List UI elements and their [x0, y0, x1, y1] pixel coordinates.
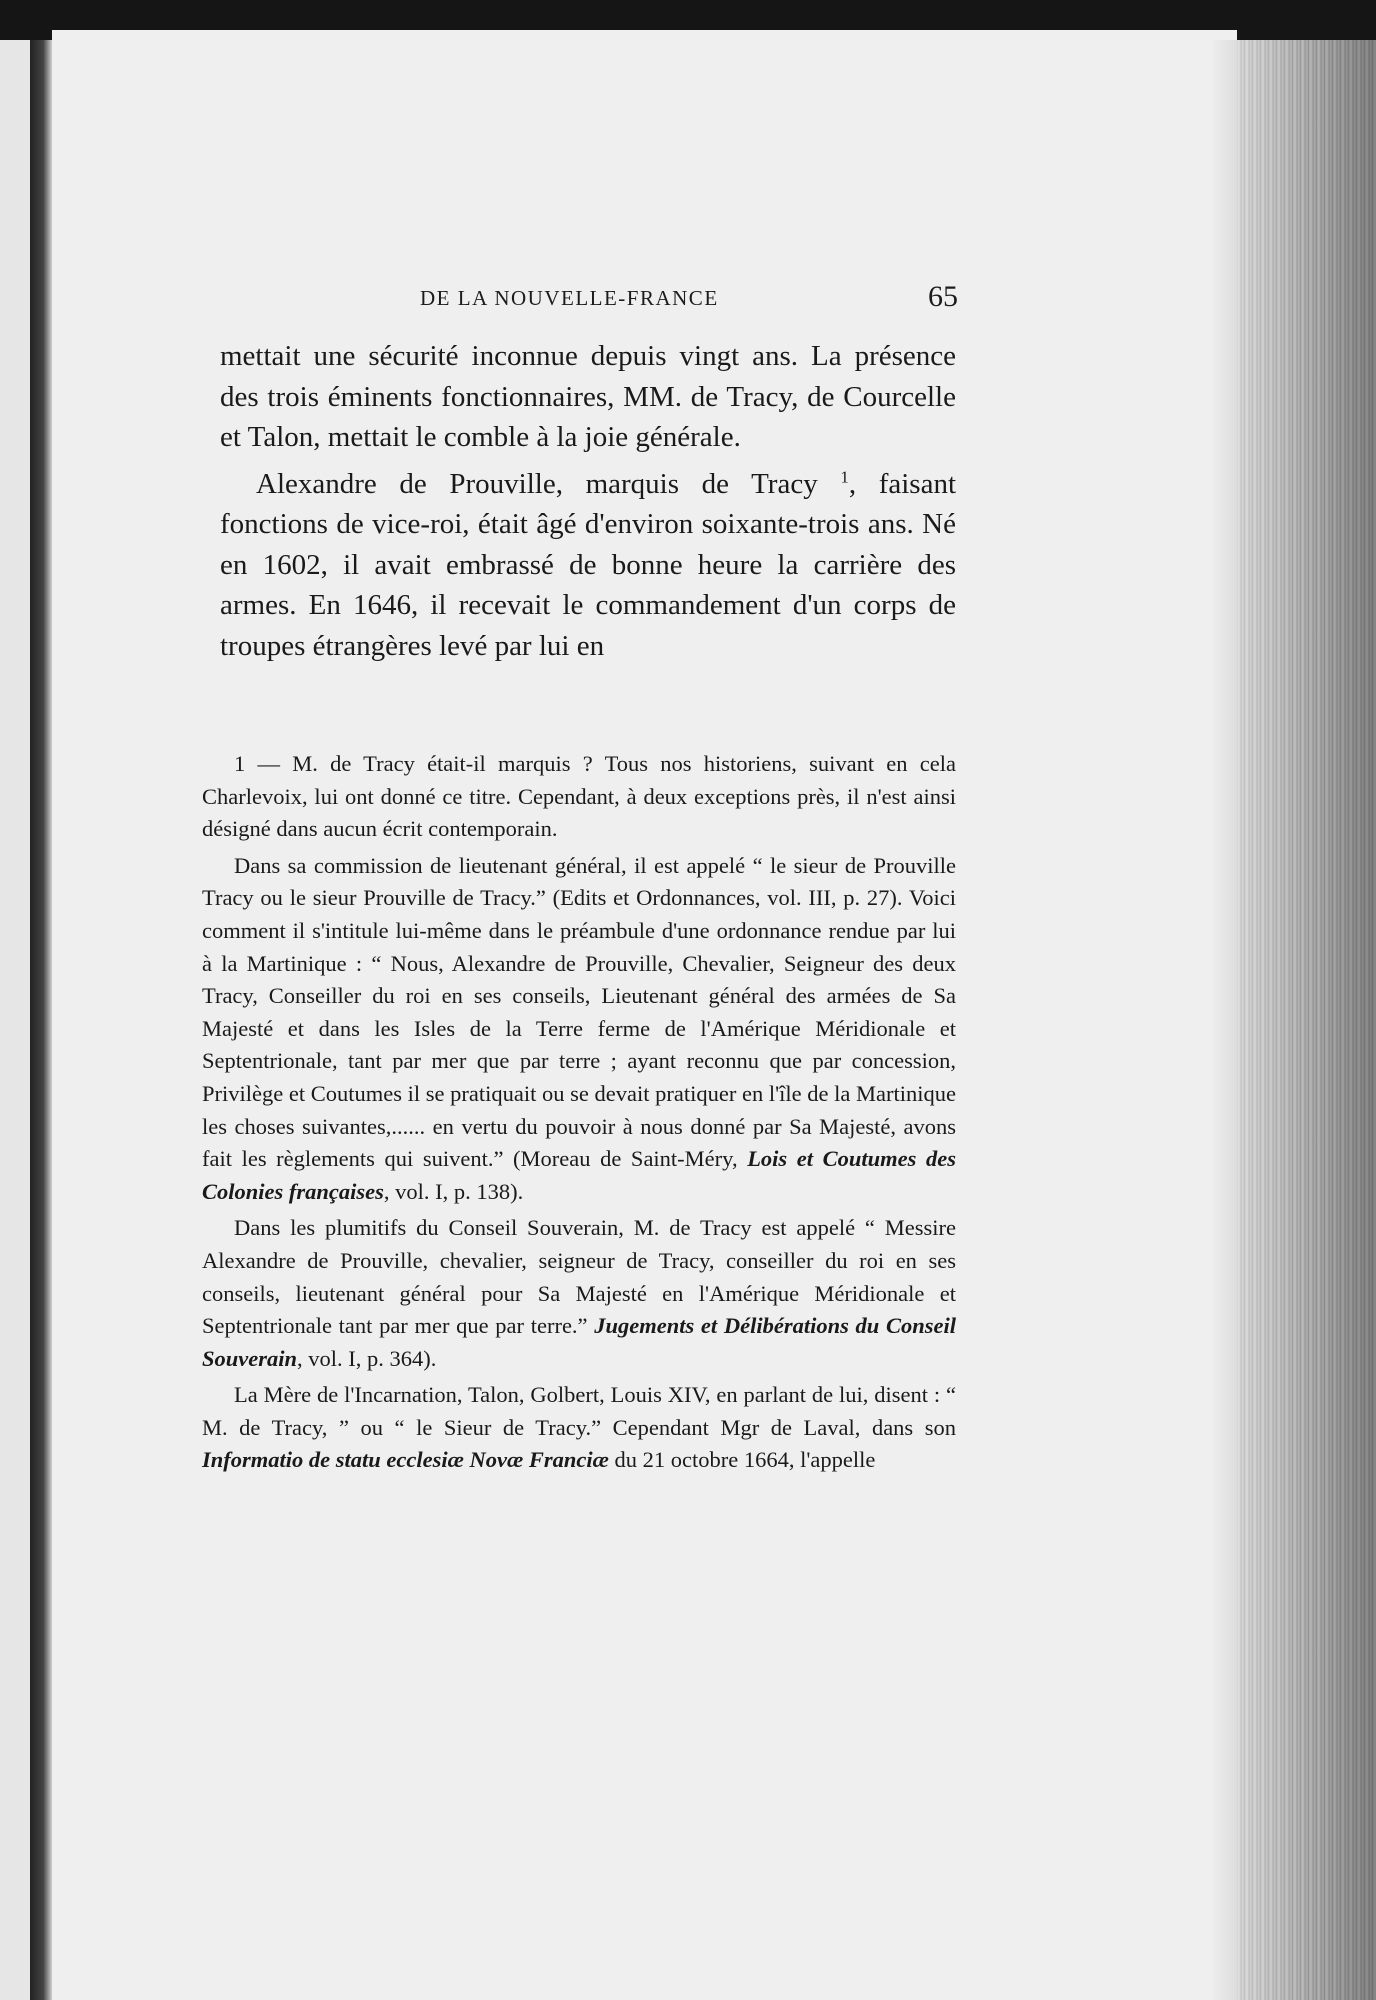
- footnote-2-title: Lois et Coutumes des Colonies françaises: [202, 1146, 956, 1204]
- footnote-3-title: Jugements et Délibérations du Conseil Souverain: [202, 1313, 956, 1371]
- paragraph-2: [220, 464, 956, 667]
- page-edge-shadow: [1210, 40, 1238, 2000]
- footnote-4-end: du 21 octobre 1664, l'appelle: [608, 1447, 876, 1473]
- page-block-shade: [1237, 40, 1376, 2000]
- footnote-1: 1 — M. de Tracy était-il marquis ? Tous nos historiens, suivant en cela Charlevoix, lui ont donné ce titre. Cependant, à deux exceptions près, il n'est ainsi désigné dans aucun écrit contemporain.: [202, 751, 956, 842]
- footnote-2: [202, 850, 956, 1209]
- gutter-shadow: [30, 40, 52, 2000]
- footnote-3-text: Dans les plumitifs du Conseil Souverain, M. de Tracy est appelé “ Messire Alexandre de Prouville, chevalier, seigneur de Tracy, conseiller du roi en ses conseils, lieutenant général pour Sa Majesté en l'Amérique Méridionale et Septentrionale tant par mer que par terre.”: [202, 1215, 956, 1339]
- footnote-3: [202, 1212, 956, 1375]
- footnote-4-text: La Mère de l'Incarnation, Talon, Golbert, Louis XIV, en parlant de lui, disent : “ M. de Tracy, ” ou “ le Sieur de Tracy.” Cependant Mgr de Laval, dans son: [202, 1382, 956, 1440]
- footnote-ref: 1: [840, 466, 849, 486]
- main-text: [220, 336, 956, 666]
- page-header: [420, 282, 958, 322]
- footnote-3-ref: , vol. I, p. 364).: [297, 1345, 437, 1371]
- paragraph-1: mettait une sécurité inconnue depuis vingt ans. La présence des trois éminents fonctionnaires, MM. de Tracy, de Courcelle et Talon, mettait le comble à la joie générale.: [220, 340, 956, 453]
- footnote-4: [202, 1379, 956, 1477]
- footnotes: [202, 748, 956, 1477]
- footnote-2-ref: , vol. I, p. 138).: [383, 1178, 524, 1204]
- footnote-2-text: Dans sa commission de lieutenant général, il est appelé “ le sieur de Prouville Tracy ou le sieur Prouville de Tracy.” (Edits et Ordonnances, vol. III, p. 27). Voici comment il s'intitule lui-même dans le préambule d'une ordonnance rendue par lui à la Martinique : “ Nous, Alexandre de Prouville, Chevalier, Seigneur des deux Tracy, Conseiller du roi en ses conseils, Lieutenant général des armées de Sa Majesté et dans les Isles de la Terre ferme de l'Amérique Méridionale et Septentrionale, tant par mer que par terre ; ayant reconnu que par concession, Privilège et Coutumes il se pratiquait ou se devait pratiquer en l'île de la Martinique les choses suivantes,...... en vertu du pouvoir à nous donné par Sa Majesté, avons fait les règlements qui suivent.” (Moreau de Saint-Méry,: [202, 852, 956, 1172]
- paragraph-2-start: Alexandre de Prouville, marquis de Tracy: [256, 467, 818, 500]
- running-head: DE LA NOUVELLE-FRANCE: [420, 286, 719, 310]
- paragraph-2-end: , faisant fonctions de vice-roi, était âgé d'environ soixante-trois ans. Né en 1602, il avait embrassé de bonne heure la carrière des armes. En 1646, il recevait le commandement d'un corps de troupes étrangères levé par lui en: [220, 467, 956, 662]
- footnote-4-title: Informatio de statu ecclesiæ Novæ Franciæ: [202, 1447, 609, 1473]
- page-number: 65: [928, 280, 958, 313]
